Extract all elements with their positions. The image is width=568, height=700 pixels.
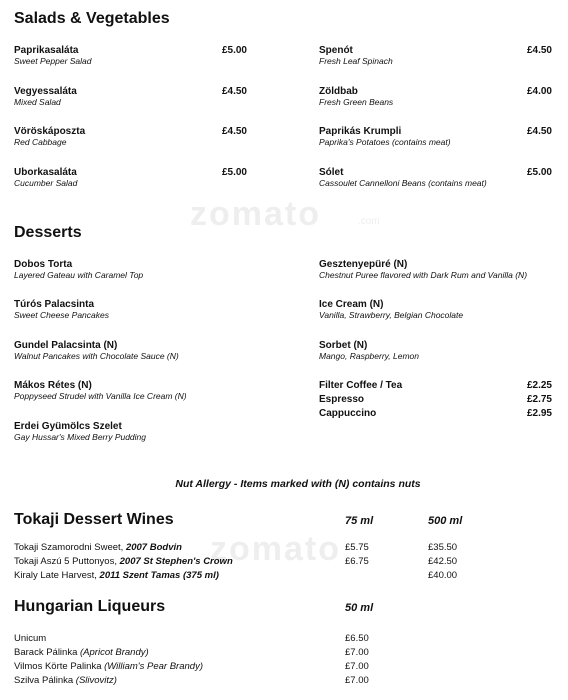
- item-name: Paprikás Krumpli: [319, 126, 402, 137]
- wine-row: [14, 556, 233, 567]
- liqueur-name: Barack Pálinka: [14, 647, 81, 658]
- menu-item: [319, 45, 393, 66]
- item-price: £4.50: [221, 126, 247, 137]
- liqueur-price: £7.00: [345, 647, 369, 658]
- liqueur-row: [14, 675, 117, 686]
- column-header-50ml: 50 ml: [345, 602, 374, 614]
- item-name: Gesztenyepüré (N): [319, 259, 408, 270]
- menu-item: [14, 421, 146, 442]
- item-name: Gundel Palacsinta (N): [14, 340, 118, 351]
- wine-detail: 2007 Bodvin: [125, 542, 182, 553]
- drink-name: Espresso: [319, 394, 365, 405]
- menu-item: [14, 45, 92, 66]
- menu-item: [319, 86, 393, 107]
- item-desc: Poppyseed Strudel with Vanilla Ice Cream (N): [14, 391, 187, 401]
- item-price: £5.00: [221, 45, 247, 56]
- item-name: Erdei Gyümölcs Szelet: [14, 421, 122, 432]
- liqueur-price: £7.00: [345, 661, 369, 672]
- menu-item: [319, 167, 487, 188]
- item-price: £5.00: [526, 167, 552, 178]
- watermark-logo-2: zomato: [210, 530, 341, 568]
- item-desc: Walnut Pancakes with Chocolate Sauce (N): [14, 351, 179, 361]
- menu-item: [319, 340, 419, 361]
- menu-item: [14, 259, 143, 280]
- wine-name: Kiraly Late Harvest,: [14, 570, 100, 581]
- liqueur-detail: (Apricot Brandy): [80, 647, 149, 658]
- section-title-desserts: Desserts: [14, 224, 82, 241]
- item-desc: Fresh Leaf Spinach: [319, 56, 393, 66]
- section-title-tokaji: Tokaji Dessert Wines: [14, 511, 174, 528]
- wine-detail: 2007 St Stephen's Crown: [119, 556, 233, 567]
- liqueur-price: £6.50: [345, 633, 369, 644]
- menu-item: [14, 299, 109, 320]
- section-title-liqueurs: Hungarian Liqueurs: [14, 598, 166, 615]
- item-name: Spenót: [319, 45, 353, 56]
- drink-price: £2.75: [526, 394, 552, 405]
- column-header-75ml: 75 ml: [345, 515, 374, 527]
- item-desc: Fresh Green Beans: [319, 97, 394, 107]
- wine-row: [14, 542, 182, 553]
- item-desc: Cassoulet Cannelloni Beans (contains meat): [319, 178, 487, 188]
- liqueur-price: £7.00: [345, 675, 369, 686]
- wine-detail: 2011 Szent Tamas (375 ml): [99, 570, 219, 581]
- wine-price-75ml: £6.75: [345, 556, 369, 567]
- watermark-suffix: .com: [358, 216, 380, 227]
- item-name: Vegyessaláta: [14, 86, 77, 97]
- item-price: £4.00: [526, 86, 552, 97]
- item-name: Sólet: [319, 167, 344, 178]
- item-desc: Gay Hussar's Mixed Berry Pudding: [14, 432, 147, 442]
- item-price: £4.50: [526, 126, 552, 137]
- menu-item: [14, 126, 85, 147]
- liqueur-row: [14, 661, 203, 672]
- menu-item: [319, 126, 451, 147]
- item-desc: Sweet Cheese Pancakes: [14, 310, 109, 320]
- watermark-logo: zomato: [190, 195, 321, 233]
- item-name: Sorbet (N): [319, 340, 368, 351]
- menu-item: [14, 167, 77, 188]
- menu-item: [14, 340, 179, 361]
- item-desc: Cucumber Salad: [14, 178, 78, 188]
- wine-price-500ml: £35.50: [428, 542, 458, 553]
- drink-name: Filter Coffee / Tea: [319, 380, 403, 391]
- item-name: Uborkasaláta: [14, 167, 77, 178]
- liqueur-name: Unicum: [14, 633, 47, 644]
- menu-item: [319, 299, 463, 320]
- item-desc: Sweet Pepper Salad: [14, 56, 92, 66]
- drink-price: £2.25: [526, 380, 552, 391]
- liqueur-name: Vilmos Körte Palinka: [14, 661, 105, 672]
- item-desc: Mango, Raspberry, Lemon: [319, 351, 420, 361]
- item-desc: Chestnut Puree flavored with Dark Rum and Vanilla (N): [319, 270, 528, 280]
- item-price: £5.00: [221, 167, 247, 178]
- item-price: £4.50: [526, 45, 552, 56]
- item-desc: Paprika's Potatoes (contains meat): [319, 137, 451, 147]
- wine-name: Tokaji Szamorodni Sweet,: [14, 542, 126, 553]
- drink-price: £2.95: [526, 408, 552, 419]
- item-name: Dobos Torta: [14, 259, 73, 270]
- item-name: Zöldbab: [319, 86, 358, 97]
- item-name: Vöröskáposzta: [14, 126, 86, 137]
- nut-allergy-note: Nut Allergy - Items marked with (N) contains nuts: [175, 478, 421, 490]
- menu-item: [14, 86, 77, 107]
- item-desc: Mixed Salad: [14, 97, 61, 107]
- item-desc: Layered Gateau with Caramel Top: [14, 270, 144, 280]
- item-desc: Red Cabbage: [14, 137, 67, 147]
- drink-name: Cappuccino: [319, 408, 377, 419]
- wine-row: [14, 570, 219, 581]
- item-name: Paprikasaláta: [14, 45, 79, 56]
- section-title-salads: Salads & Vegetables: [14, 10, 170, 27]
- item-price: £4.50: [221, 86, 247, 97]
- menu-item: [14, 380, 187, 401]
- item-name: Mákos Rétes (N): [14, 380, 92, 391]
- wine-price-500ml: £42.50: [428, 556, 458, 567]
- menu-item: [319, 259, 527, 280]
- liqueur-detail: (William's Pear Brandy): [104, 661, 203, 672]
- item-name: Ice Cream (N): [319, 299, 384, 310]
- liqueur-row: [14, 633, 46, 644]
- wine-name: Tokaji Aszú 5 Puttonyos,: [14, 556, 120, 567]
- column-header-500ml: 500 ml: [428, 515, 463, 527]
- liqueur-row: [14, 647, 149, 658]
- wine-price-500ml: £40.00: [428, 570, 458, 581]
- item-name: Túrós Palacsinta: [14, 299, 95, 310]
- wine-price-75ml: £5.75: [345, 542, 369, 553]
- item-desc: Vanilla, Strawberry, Belgian Chocolate: [319, 310, 464, 320]
- liqueur-detail: (Slivovitz): [75, 675, 117, 686]
- liqueur-name: Szilva Pálinka: [14, 675, 76, 686]
